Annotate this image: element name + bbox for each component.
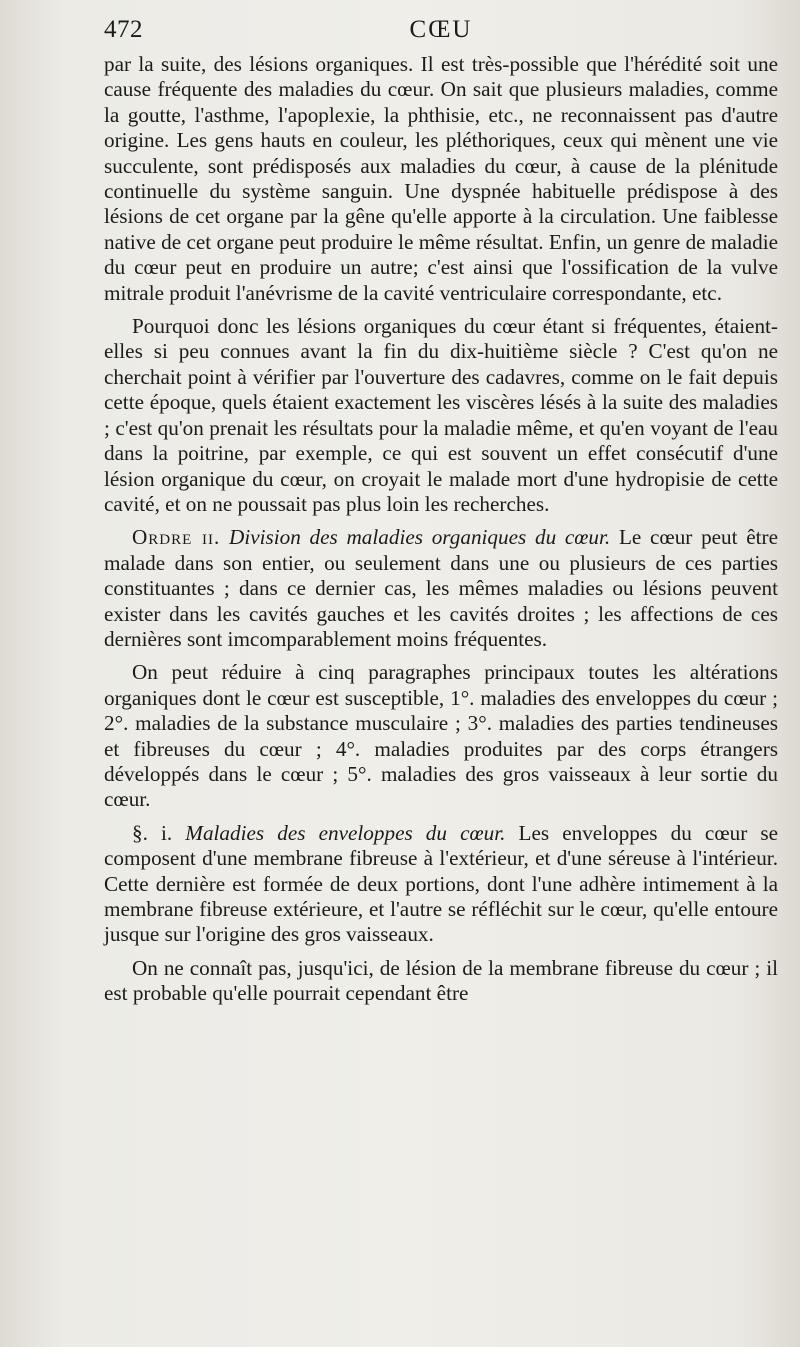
section-title: Division des maladies organiques du cœur. xyxy=(229,525,611,550)
paragraph xyxy=(104,314,778,517)
paragraph-text: Le cœur peut être malade dans son entier, ou seulement dans une ou plusieurs de ces parties constituantes ; dans ce dernier cas, les mêmes maladies ou lésions peuvent exister dans les cavités gauches et les cavités droites ; les affections de ces dernières sont imcomparablement moins fréquentes. xyxy=(104,525,779,651)
page-number: 472 xyxy=(104,16,143,43)
section-paragraph-ordre-ii xyxy=(104,525,778,652)
paragraph-text: par la suite, des lésions organiques. Il est très-possible que l'hérédité soit une cause fréquente des maladies du cœur. On sait que plusieurs maladies, comme la goutte, l'asthme, l'apoplexie, la phthisie, etc., ne reconnaissent pas d'autre origine. Les gens hauts en couleur, les pléthoriques, ceux qui mènent une vie succulente, sont prédisposés aux maladies du cœur, à cause de la plénitude continuelle du système sanguin. Une dyspnée habituelle prédispose à des lésions de cet organe par la gêne qu'elle apporte à la circulation. Une faiblesse native de cet organe peut produire le même résultat. Enfin, un genre de maladie du cœur peut en produire un autre; c'est ainsi que l'ossification de la vulve mitrale produit l'anévrisme de la cavité ventriculaire correspondante, etc. xyxy=(104,52,778,305)
paragraph-text: Pourquoi donc les lésions organiques du cœur étant si fréquentes, étaient-elles si peu connues avant la fin du dix-huitième siècle ? C'est qu'on ne cherchait point à vérifier par l'ouverture des cadavres, comme on le fait depuis cette époque, quels étaient exactement les viscères lésés à la suite des maladies ; c'est qu'on prenait les résultats pour la maladie même, et qu'en voyant de l'eau dans la poitrine, par exemple, ce qui est souvent un effet consécutif d'une lésion organique du cœur, on croyait le malade mort d'une hydropisie de cette cavité, et on ne poussait pas plus loin les recherches. xyxy=(104,314,778,516)
running-head: CŒU xyxy=(409,16,473,43)
paragraph-text: Les enveloppes du cœur se composent d'une membrane fibreuse à l'extérieur, et d'une séreuse à l'intérieur. Cette dernière est formée de deux portions, dont l'une adhère intimement à la membrane fibreuse extérieure, et l'autre se réfléchit sur le cœur, qu'elle entoure jusque sur l'origine des gros vaisseaux. xyxy=(104,820,779,947)
paragraph-text: On ne connaît pas, jusqu'ici, de lésion de la membrane fibreuse du cœur ; il est probable qu'elle pourrait cependant être xyxy=(104,955,778,1006)
section-lead: Ordre ii. xyxy=(132,525,221,550)
section-paragraph-1 xyxy=(104,821,778,948)
body-text xyxy=(104,52,778,1007)
section-lead: §. i. xyxy=(132,820,173,845)
paragraph-continuation xyxy=(104,52,778,306)
page-header xyxy=(104,16,778,52)
paragraph-text: On peut réduire à cinq paragraphes principaux toutes les altérations organiques dont le cœur est susceptible, 1°. maladies des enveloppes du cœur ; 2°. maladies de la substance musculaire ; 3°. maladies des parties tendineuses et fibreuses du cœur ; 4°. maladies produites par des corps étrangers développés dans le cœur ; 5°. maladies des gros vaisseaux à leur sortie du cœur. xyxy=(104,660,778,812)
paragraph xyxy=(104,956,778,1007)
paragraph xyxy=(104,660,778,812)
section-title: Maladies des enveloppes du cœur. xyxy=(185,820,506,845)
